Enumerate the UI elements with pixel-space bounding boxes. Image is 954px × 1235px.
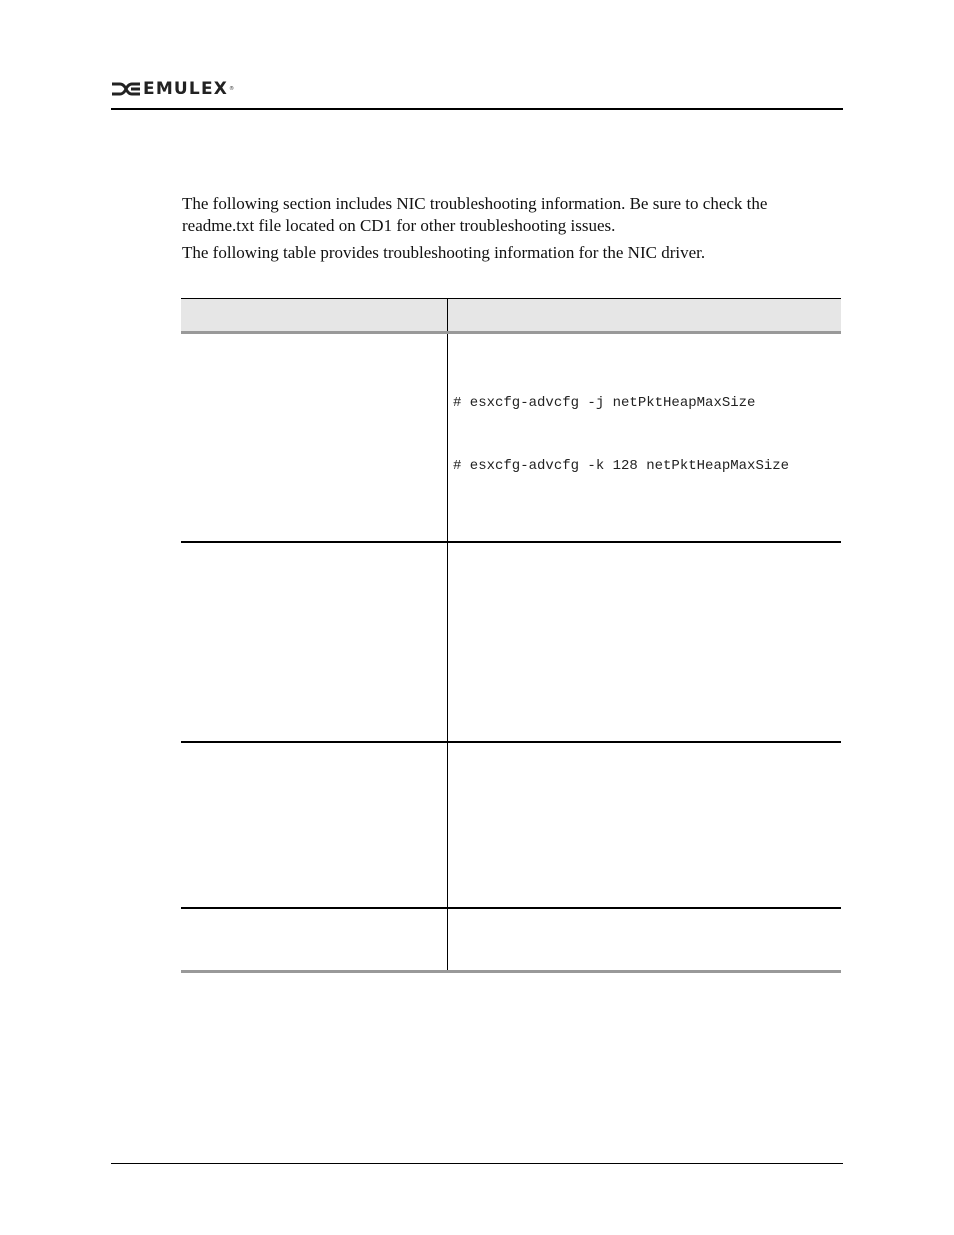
table-row <box>181 907 841 970</box>
table-intro-paragraph: The following table provides troubleshooting information for the NIC driver. <box>182 243 706 262</box>
table-cell-problem <box>181 543 448 741</box>
intro-paragraph: The following section includes NIC troubleshooting information. Be sure to check the readme.txt file located on CD1 for other troubleshooting issues. <box>182 194 768 235</box>
table-bottom-rule <box>181 970 841 973</box>
emulex-logo <box>111 80 234 98</box>
table-cell-problem <box>181 909 448 970</box>
troubleshooting-table <box>181 298 841 973</box>
table-header-row <box>181 298 841 331</box>
emulex-logo-mark-icon <box>111 81 141 97</box>
code-line: # esxcfg-advcfg -j netPktHeapMaxSize <box>453 395 756 411</box>
table-cell-solution <box>448 334 841 541</box>
table-row <box>181 741 841 907</box>
table-header-cell <box>181 299 448 331</box>
table-cell-solution <box>448 543 841 741</box>
table-cell-problem <box>181 334 448 541</box>
table-cell-problem <box>181 743 448 907</box>
header-rule <box>111 108 843 110</box>
table-header-cell <box>448 299 841 331</box>
footer-rule <box>111 1163 843 1164</box>
table-cell-solution <box>448 743 841 907</box>
registered-mark: ® <box>229 86 235 92</box>
logo-wordmark: EMULEX <box>143 79 229 99</box>
table-row <box>181 334 841 541</box>
code-line: # esxcfg-advcfg -k 128 netPktHeapMaxSize <box>453 458 790 474</box>
table-cell-solution <box>448 909 841 970</box>
table-row <box>181 541 841 741</box>
